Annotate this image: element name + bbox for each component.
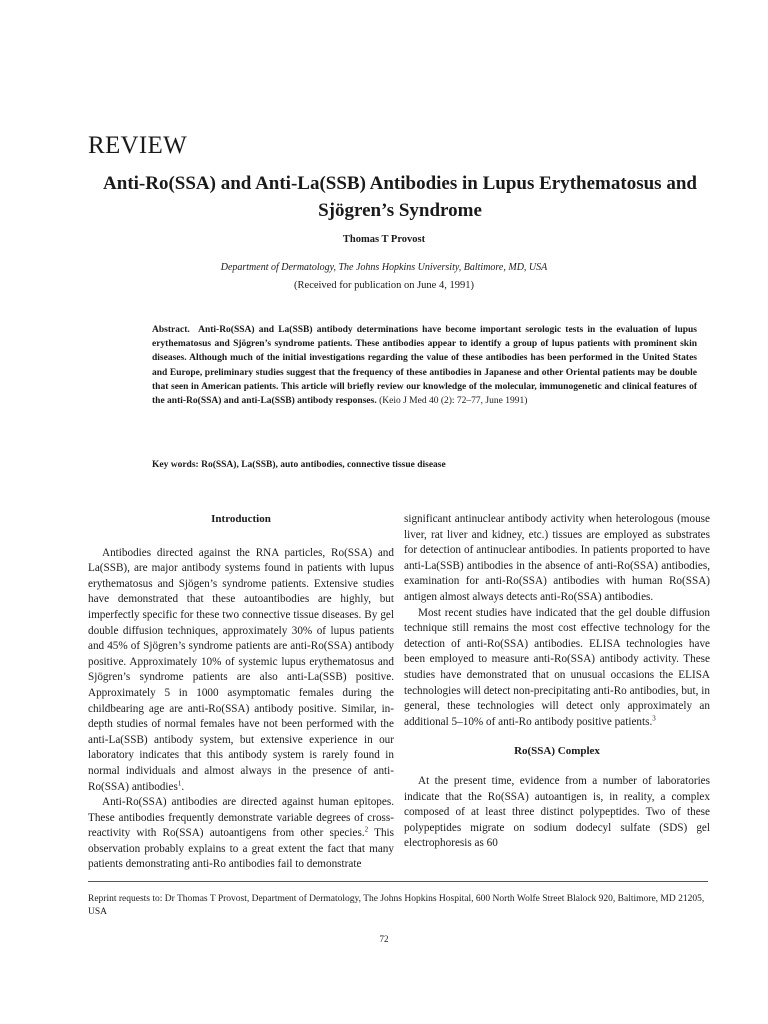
- article-title: Anti-Ro(SSA) and Anti-La(SSB) Antibodies in Lupus Erythematosus and Sjögren’s Syndrome: [103, 173, 697, 221]
- received-date: (Received for publication on June 4, 1991): [294, 280, 474, 291]
- keywords: Key words: Ro(SSA), La(SSB), auto antibodies, connective tissue disease: [152, 460, 446, 470]
- left-column: [88, 512, 394, 873]
- page-number: 72: [379, 934, 389, 944]
- author-name: Thomas T Provost: [342, 234, 426, 245]
- abstract-citation: (Keio J Med 40 (2): 72–77, June 1991): [379, 396, 528, 407]
- section-heading-ro-complex: Ro(SSA) Complex: [514, 745, 600, 758]
- footnote-divider: [88, 881, 708, 882]
- abstract: [152, 323, 697, 408]
- paragraph: Anti-Ro(SSA) antibodies are directed against human epitopes. These antibodies frequently demonstrate variable degrees of cross-reactivity with Ro(SSA) autoantigens from other species.$^2$ This observation probably explains to a great extent the fact that many patients demonstrating anti-Ro antibodies fail to demonstrate: [88, 796, 395, 871]
- citation-superscript: 3: [652, 713, 656, 722]
- paragraph: significant antinuclear antibody activity when heterologous (mouse liver, rat liver and kidney, etc.) tissues are employed as substrates for detection of antinuclear antibodies. In patients proported to have anti-La(SSB) antibodies in the absence of anti-Ro(SSA) antibodies, examination for anti-Ro(SSA) antibodies with human Ro(SSA) antigen almost always detects anti-Ro(SSA) antibodies.: [404, 513, 710, 603]
- section-label: REVIEW: [88, 132, 187, 159]
- reprint-footnote: Reprint requests to: Dr Thomas T Provost, Department of Dermatology, The Johns Hopkins Hospital, 600 North Wolfe Street Blalock 920, Baltimore, MD 21205, USA: [88, 894, 705, 917]
- section-heading-introduction: Introduction: [211, 513, 271, 525]
- abstract-text: Anti-Ro(SSA) and La(SSB) antibody determinations have become important serologic tests in the evaluation of lupus erythematosus and Sjögren’s syndrome patients. These antibodies appear to identify a group of lupus patients with prominent skin diseases. Although much of the initial investigations regarding the value of these antibodies has been performed in the United States and Europe, preliminary studies suggest that the frequency of these antibodies in Japanese and other Oriental patients may be double that seen in American patients. This article will briefly review our knowledge of the molecular, immunogenetic and clinical features of the anti-Ro(SSA) and anti-La(SSB) antibody responses.: [152, 325, 698, 407]
- author-affiliation: Department of Dermatology, The Johns Hopkins University, Baltimore, MD, USA: [220, 262, 548, 273]
- paragraph: At the present time, evidence from a number of laboratories indicate that the Ro(SSA) autoantigen is, in reality, a complex composed of at least three distinct polypeptides. Two of these polypeptides migrate on sodium dodecyl sulfate (SDS) gel electrophoresis as 60: [404, 774, 710, 850]
- abstract-label: Abstract.: [152, 325, 190, 335]
- paragraph: Most recent studies have indicated that the gel double diffusion technique still remains the most cost effective technology for the detection of anti-Ro(SSA) antibodies. ELISA technologies have been employed to measure anti-Ro(SSA) antibody activity. These studies have demonstrated that on unusual occasions the ELISA technologies will detect non-precipitating anti-Ro antibodies, but, in general, these technologies will detect only approximately an additional 5–10% of anti-Ro antibody positive patients.$^3$: [404, 606, 710, 728]
- citation-superscript: 1: [177, 778, 182, 787]
- citation-superscript: 2: [364, 825, 369, 834]
- paragraph: Antibodies directed against the RNA particles, Ro(SSA) and La(SSB), are major antibody systems found in patients with lupus erythematosus and Sjögen’s syndrome patients. Extensive studies have demonstrated that these autoantibodies are highly, but imperfectly specific for these two connective tissue diseases. By gel double diffusion techniques, approximately 30% of lupus patients and 45% of Sjögren’s syndrome patients are anti-Ro(SSA) antibody positive. Approximately 10% of systemic lupus erythematosus and Sjögren’s syndrome patients are also anti-La(SSB) positive. Approximately 5 in 1000 asymptomatic females during the childbearing age are anti-Ro(SSA) antibody positive. Similar, in-depth studies of normal females have not been performed with the anti-La(SSB) antibody system, but extensive experience in our laboratory indicates that this antibody system is rarely found in normal individuals and almost always in the presence of anti-Ro(SSA) antibodies$^1$.: [88, 546, 394, 793]
- right-column: [404, 512, 710, 852]
